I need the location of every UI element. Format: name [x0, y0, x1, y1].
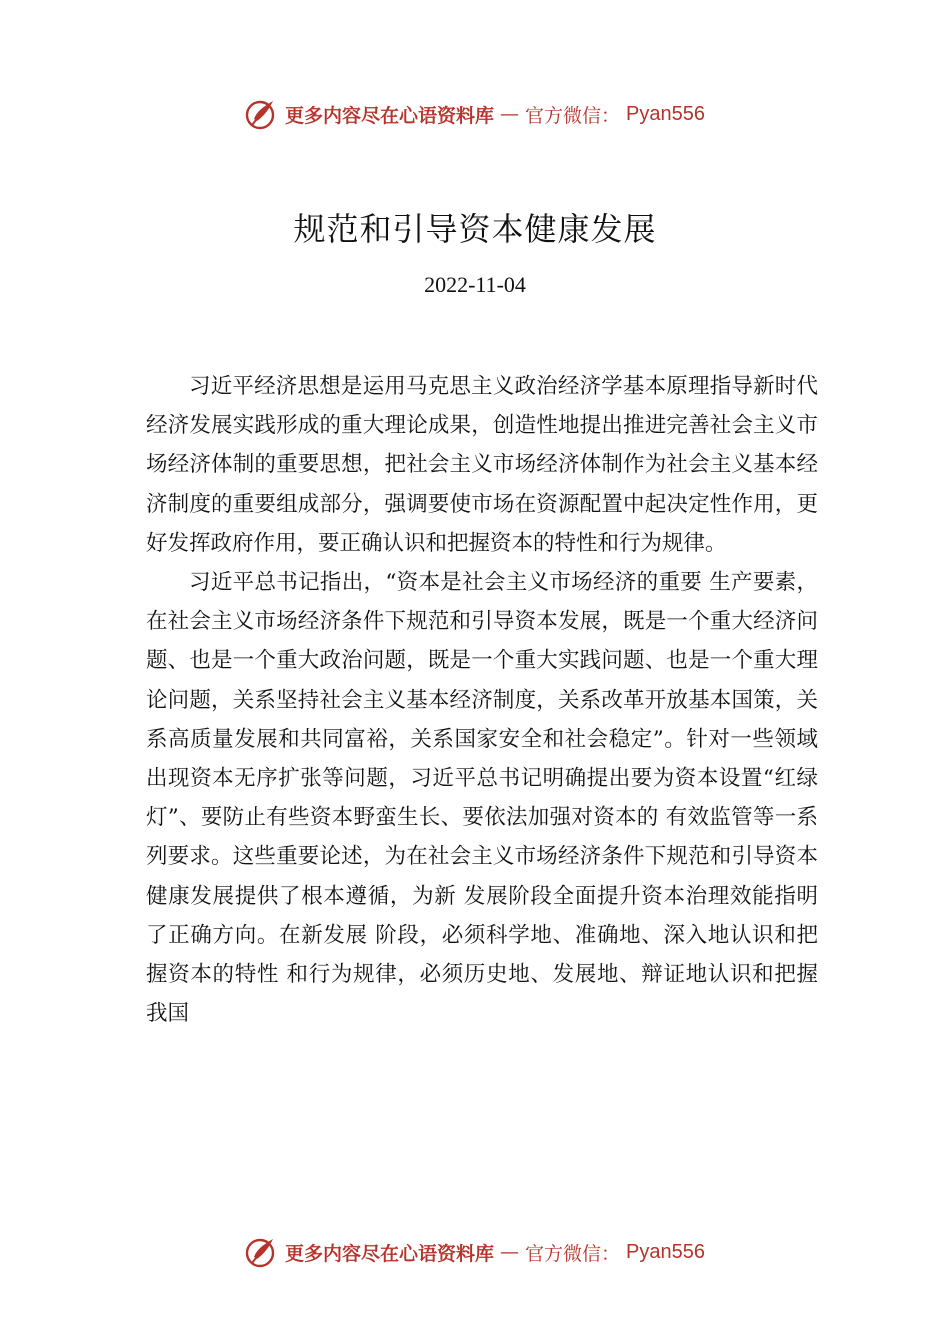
footer-wechat-id: Pyan556: [626, 1240, 705, 1263]
brand-logo-icon: [245, 97, 279, 131]
footer-separator: —: [500, 1241, 520, 1263]
document-title: 规范和引导资本健康发展: [293, 210, 657, 248]
header-wechat-id: Pyan556: [626, 102, 705, 125]
footer-wechat-label: 官方微信：: [525, 1242, 621, 1265]
document-date: 2022-11-04: [424, 272, 526, 297]
article-body: [146, 367, 818, 1033]
paragraph: 习近平总书记指出，“资本是社会主义市场经济的重要 生产要素，在社会主义市场经济条件下规范和引导资本发展，既是一个重大经济问题、也是一个重大政治问题，既是一个重大实践问题、也是一个重大理论问题，关系坚持社会主义基本经济制度，关系改革开放基本国策，关系高质量发展和共同富裕，关系国家安全和社会稳定”。针对一些领域出现资本无序扩张等问题，习近平总书记明确提出要为资本设置“红绿灯”、要防止有些资本野蛮生长、要依法加强对资本的 有效监管等一系列要求。这些重要论述，为在社会主义市场经济条件下规范和引导资本健康发展提供了根本遵循，为新 发展阶段全面提升资本治理效能指明了正确方向。在新发展 阶段，必须科学地、准确地、深入地认识和把握资本的特性 和行为规律，必须历史地、发展地、辩证地认识和把握我国: [146, 570, 818, 1027]
header-separator: —: [500, 103, 520, 125]
header-brand-text: 更多内容尽在心语资料库: [285, 104, 495, 127]
footer-banner: [0, 1232, 950, 1272]
header-banner: [0, 94, 950, 134]
paragraph: 习近平经济思想是运用马克思主义政治经济学基本原理指导新时代经济发展实践形成的重大理论成果，创造性地提出推进完善社会主义市场经济体制的重要思想，把社会主义市场经济体制作为社会主义基本经济制度的重要组成部分，强调要使市场在资源配置中起决定性作用，更好发挥政府作用，要正确认识和把握资本的特性和行为规律。: [146, 374, 818, 556]
brand-logo-icon: [245, 1235, 279, 1269]
footer-brand-text: 更多内容尽在心语资料库: [285, 1242, 495, 1265]
header-wechat-label: 官方微信：: [525, 104, 621, 127]
